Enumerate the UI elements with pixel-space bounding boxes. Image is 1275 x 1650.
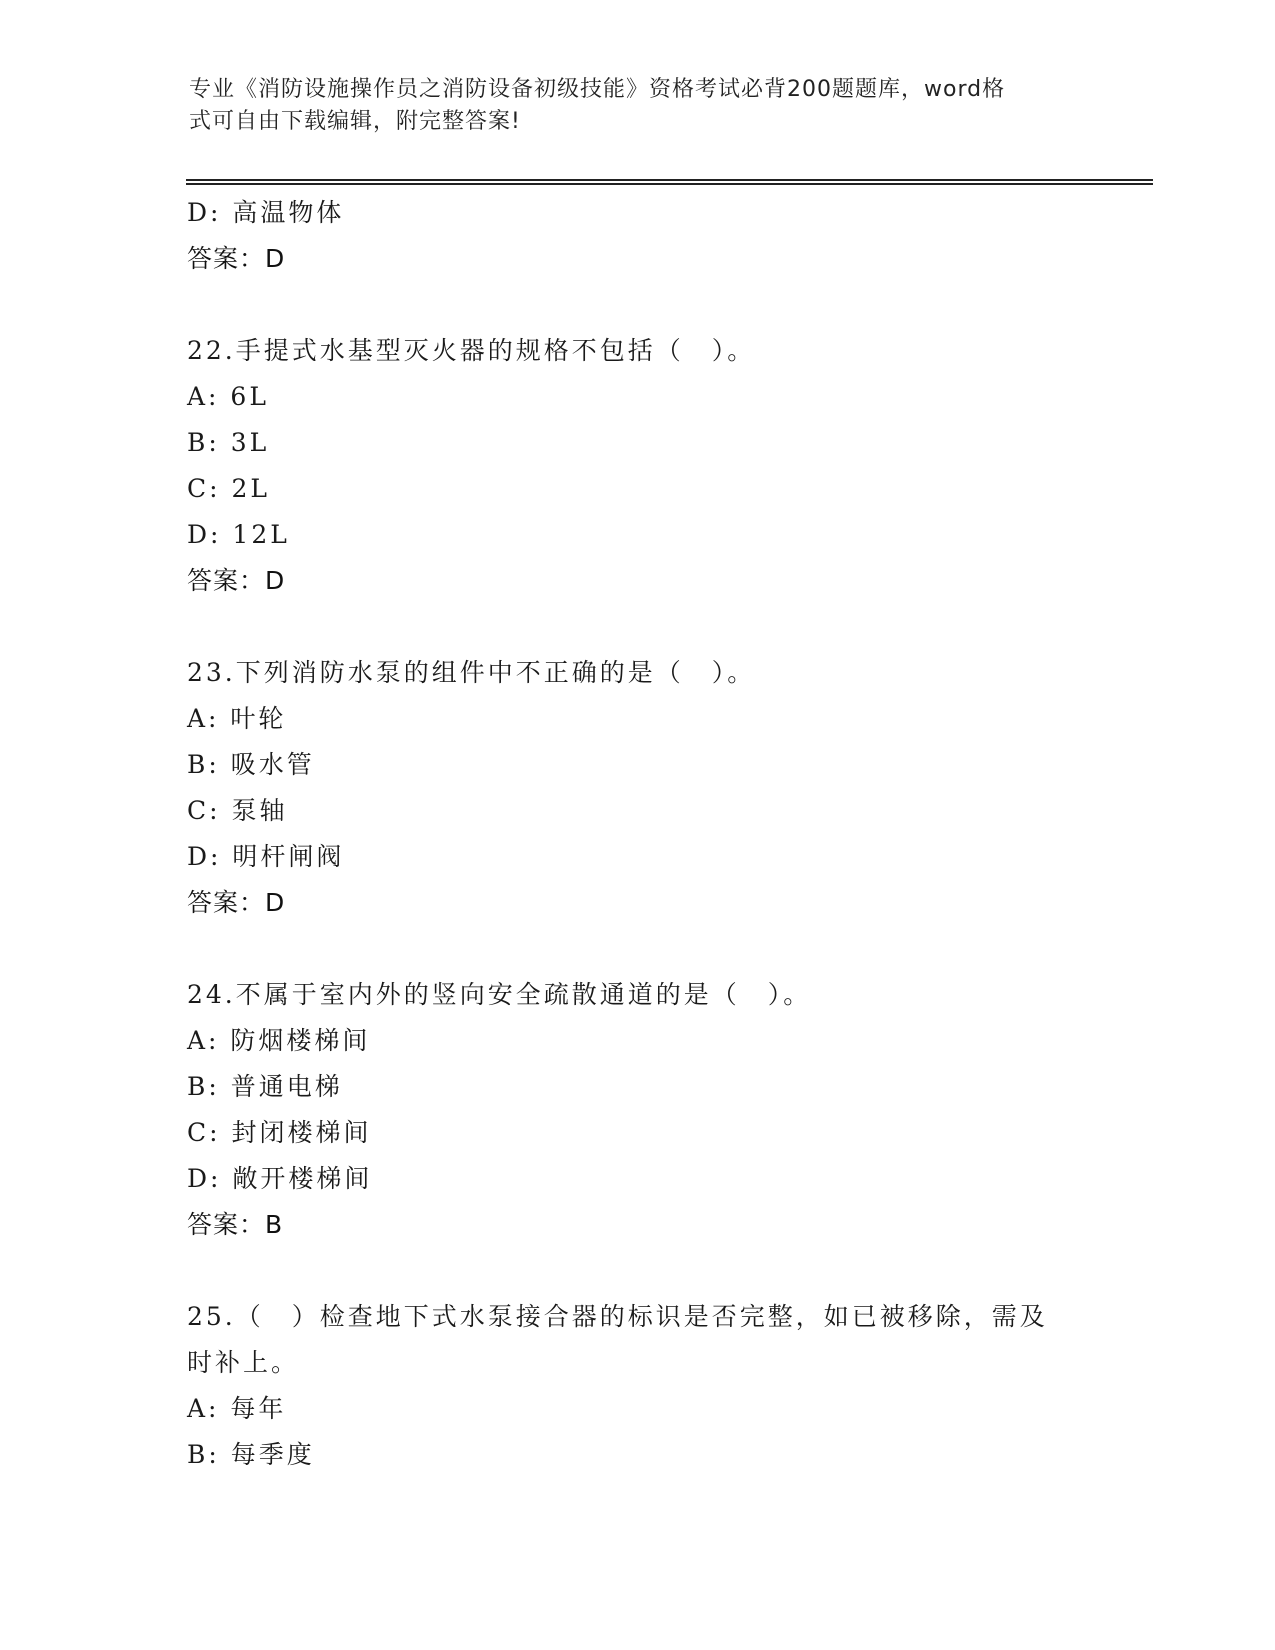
spacer (187, 604, 1087, 650)
question-stem: 23.下列消防水泵的组件中不正确的是（ ）。 (187, 658, 756, 687)
answer: 答案：B (187, 1210, 284, 1239)
option-b: B: 3L (187, 428, 270, 457)
header-line-1: 专业《消防设施操作员之消防设备初级技能》资格考试必背200题题库，word格 (189, 77, 1006, 102)
prev-option-d: D: 高温物体 (187, 198, 345, 227)
option-a: A: 每年 (187, 1394, 287, 1423)
option-d: D: 明杆闸阀 (187, 842, 345, 871)
option-d: D: 12L (187, 520, 290, 549)
question-22 (187, 328, 1087, 604)
spacer (187, 1248, 1087, 1294)
option-b: B: 吸水管 (187, 750, 315, 779)
option-d: D: 敞开楼梯间 (187, 1164, 373, 1193)
answer: 答案：D (187, 888, 286, 917)
prev-answer: 答案：D (187, 244, 286, 273)
question-24 (187, 972, 1087, 1248)
question-stem: 22.手提式水基型灭火器的规格不包括（ ）。 (187, 336, 756, 365)
spacer (187, 926, 1087, 972)
question-stem: 25.（ ）检查地下式水泵接合器的标识是否完整，如已被移除，需及时补上。 (187, 1302, 1048, 1377)
option-c: C: 封闭楼梯间 (187, 1118, 372, 1147)
question-stem: 24.不属于室内外的竖向安全疏散通道的是（ ）。 (187, 980, 812, 1009)
question-23 (187, 650, 1087, 926)
header-divider-bottom (186, 183, 1153, 185)
header-line-2: 式可自由下载编辑，附完整答案! (189, 109, 521, 134)
document-header (189, 74, 1069, 138)
option-a: A: 6L (187, 382, 269, 411)
spacer (187, 282, 1087, 328)
option-c: C: 泵轴 (187, 796, 288, 825)
option-a: A: 叶轮 (187, 704, 287, 733)
option-b: B: 每季度 (187, 1440, 315, 1469)
question-25 (187, 1294, 1087, 1478)
answer: 答案：D (187, 566, 286, 595)
question-list (187, 190, 1087, 1478)
option-c: C: 2L (187, 474, 271, 503)
option-b: B: 普通电梯 (187, 1072, 343, 1101)
header-divider-top (186, 179, 1153, 181)
option-a: A: 防烟楼梯间 (187, 1026, 371, 1055)
